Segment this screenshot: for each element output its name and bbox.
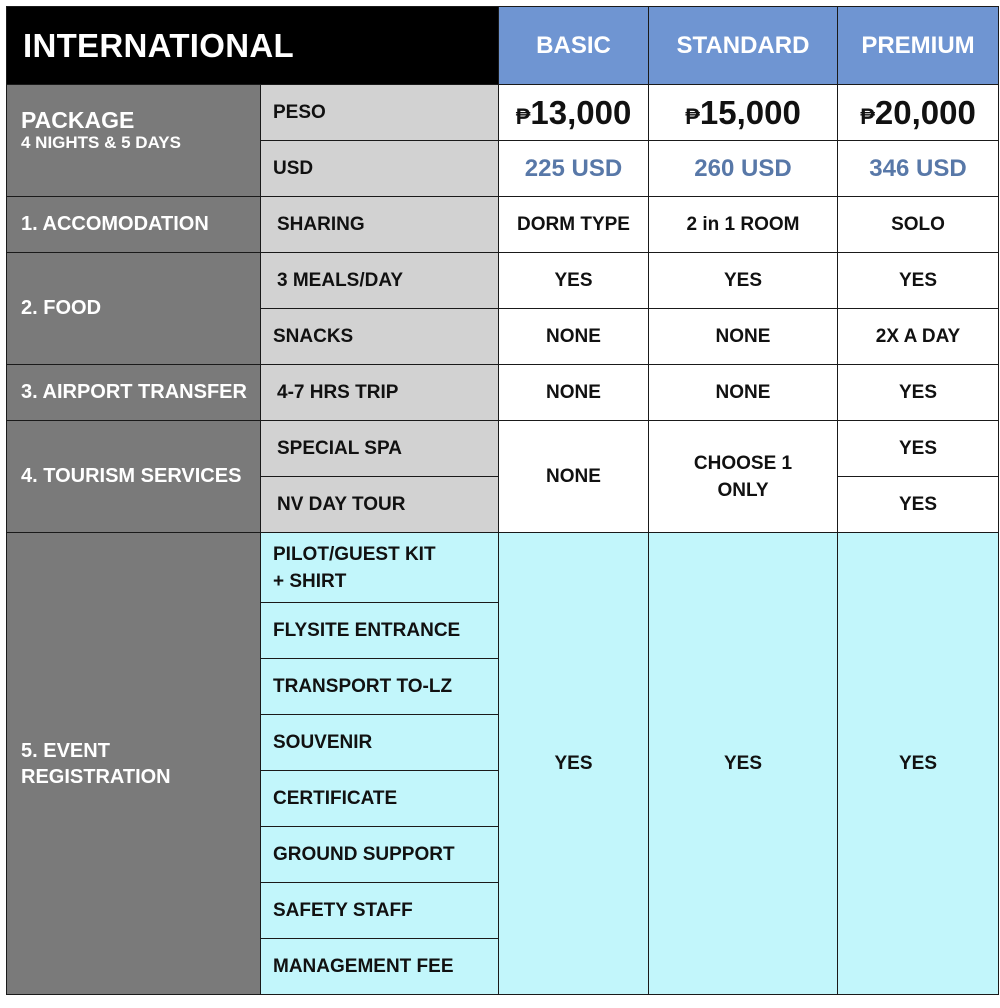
price-usd-basic: 225 USD — [499, 141, 649, 197]
snacks-basic: NONE — [499, 309, 649, 365]
airport-premium: YES — [838, 365, 999, 421]
snacks-premium: 2X A DAY — [838, 309, 999, 365]
airport-transfer-category: 3. AIRPORT TRANSFER — [7, 365, 261, 421]
tourism-standard-line2: ONLY — [717, 479, 769, 501]
airport-standard: NONE — [649, 365, 838, 421]
food-item-snacks: SNACKS — [261, 309, 499, 365]
tourism-item-day-tour: NV DAY TOUR — [261, 477, 499, 533]
tourism-basic: NONE — [499, 421, 649, 533]
peso-sign-icon: ₱ — [860, 103, 875, 129]
airport-basic: NONE — [499, 365, 649, 421]
event-basic: YES — [499, 533, 649, 995]
package-duration: 4 NIGHTS & 5 DAYS — [21, 132, 181, 152]
tier-premium-header: PREMIUM — [838, 7, 999, 85]
event-item-kit — [261, 533, 499, 603]
price-peso-basic-value: 13,000 — [530, 93, 632, 131]
accommodation-standard: 2 in 1 ROOM — [649, 197, 838, 253]
event-item-certificate: CERTIFICATE — [261, 771, 499, 827]
package-category-cell — [7, 85, 261, 197]
price-peso-basic — [499, 85, 649, 141]
tourism-standard-line1: CHOOSE 1 — [693, 452, 793, 474]
food-item-meals: 3 MEALS/DAY — [261, 253, 499, 309]
peso-sign-icon: ₱ — [685, 103, 700, 129]
price-usd-premium: 346 USD — [838, 141, 999, 197]
accommodation-item-sharing: SHARING — [261, 197, 499, 253]
price-peso-premium-value: 20,000 — [874, 93, 976, 131]
tourism-premium-tour: YES — [838, 477, 999, 533]
tourism-premium-spa: YES — [838, 421, 999, 477]
event-item-safety-staff: SAFETY STAFF — [261, 883, 499, 939]
food-category: 2. FOOD — [7, 253, 261, 365]
tier-basic-header: BASIC — [499, 7, 649, 85]
snacks-standard: NONE — [649, 309, 838, 365]
event-category-line1: 5. EVENT — [21, 739, 110, 762]
event-item-kit-line2: + SHIRT — [273, 570, 347, 592]
event-item-transport: TRANSPORT TO-LZ — [261, 659, 499, 715]
event-item-kit-line1: PILOT/GUEST KIT — [273, 543, 436, 565]
price-peso-premium — [838, 85, 999, 141]
tourism-standard — [649, 421, 838, 533]
accommodation-premium: SOLO — [838, 197, 999, 253]
event-item-management-fee: MANAGEMENT FEE — [261, 939, 499, 995]
airport-item-trip: 4-7 HRS TRIP — [261, 365, 499, 421]
accommodation-basic: DORM TYPE — [499, 197, 649, 253]
event-registration-category — [7, 533, 261, 995]
tourism-category: 4. TOURISM SERVICES — [7, 421, 261, 533]
usd-label: USD — [261, 141, 499, 197]
meals-basic: YES — [499, 253, 649, 309]
pricing-table-container — [6, 6, 999, 995]
event-premium: YES — [838, 533, 999, 995]
tier-standard-header: STANDARD — [649, 7, 838, 85]
package-label: PACKAGE — [21, 106, 135, 133]
meals-standard: YES — [649, 253, 838, 309]
price-peso-standard-value: 15,000 — [699, 93, 801, 131]
price-peso-standard — [649, 85, 838, 141]
event-item-flysite: FLYSITE ENTRANCE — [261, 603, 499, 659]
tourism-item-spa: SPECIAL SPA — [261, 421, 499, 477]
event-category-line2: REGISTRATION — [21, 765, 171, 788]
meals-premium: YES — [838, 253, 999, 309]
price-usd-standard: 260 USD — [649, 141, 838, 197]
accommodation-category: 1. ACCOMODATION — [7, 197, 261, 253]
event-item-souvenir: SOUVENIR — [261, 715, 499, 771]
table-title: INTERNATIONAL — [7, 7, 499, 85]
peso-sign-icon: ₱ — [515, 103, 531, 129]
event-item-ground-support: GROUND SUPPORT — [261, 827, 499, 883]
peso-label: PESO — [261, 85, 499, 141]
package-pricing-table — [6, 6, 999, 995]
event-standard: YES — [649, 533, 838, 995]
